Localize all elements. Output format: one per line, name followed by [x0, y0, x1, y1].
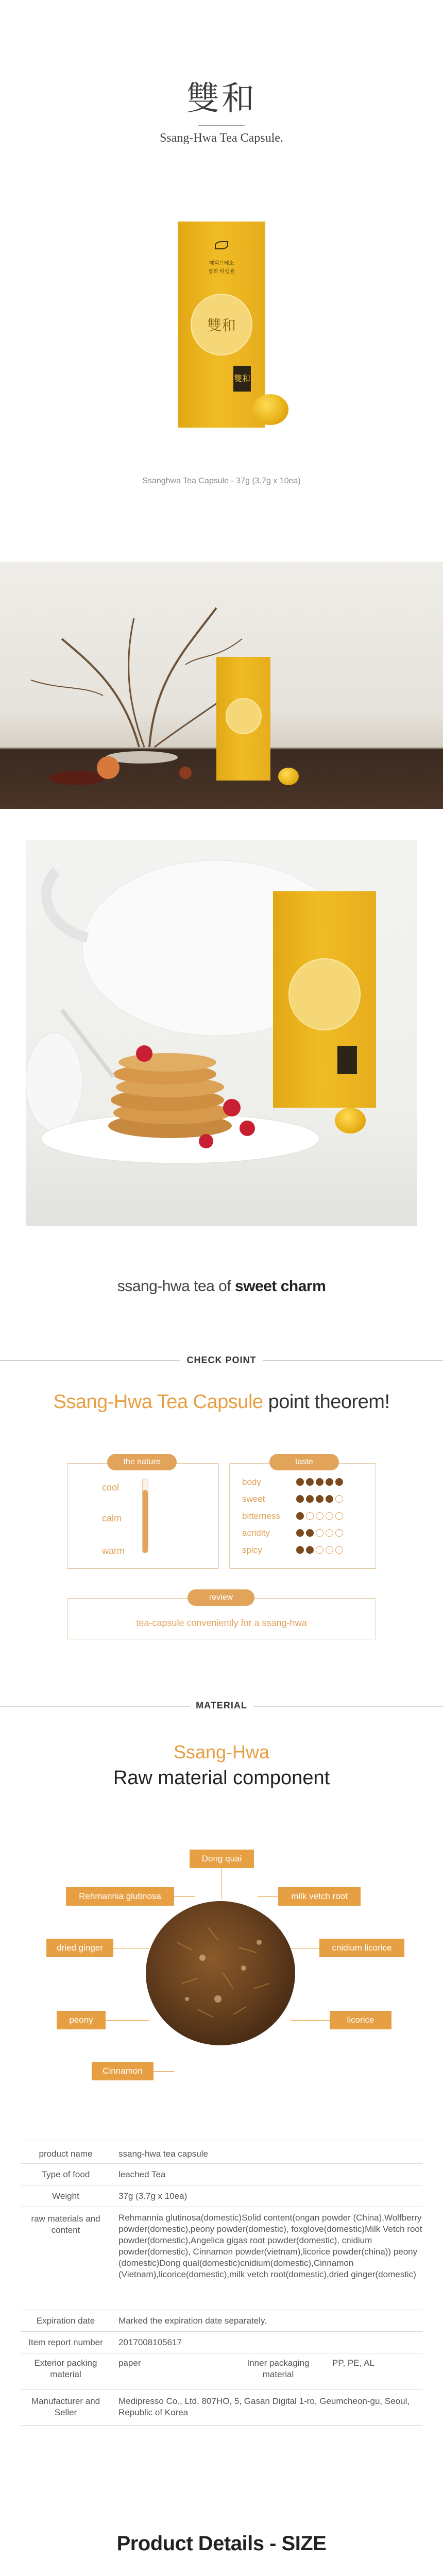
box-seal-text: 雙和 — [207, 317, 236, 334]
info-value: Marked the expiration date separately. — [118, 2316, 267, 2326]
review-label: review — [188, 1589, 254, 1606]
tea-leaves-texture — [146, 1901, 295, 2045]
info-row-food-type — [21, 2164, 422, 2185]
info-row-report-number — [21, 2332, 422, 2353]
taste-row-label: body — [242, 1477, 261, 1487]
rating-dot-filled — [326, 1478, 333, 1486]
rating-dot-filled — [306, 1495, 314, 1503]
material-subtitle: Raw material component — [113, 1767, 330, 1789]
box-emblem-small — [226, 698, 262, 734]
product-box-image — [178, 222, 265, 428]
info-value: paper — [118, 2358, 141, 2368]
checkpoint-title-gold: Ssang-Hwa Tea Capsule — [53, 1391, 263, 1413]
rating-dot-filled — [296, 1512, 304, 1520]
lifestyle-capsule-1 — [278, 768, 299, 785]
rating-dot-empty — [335, 1512, 343, 1520]
checkpoint-title-gold-wrap — [53, 1391, 263, 1413]
product-details-title: Product Details - SIZE — [116, 2532, 327, 2555]
taste-rating-dots — [296, 1529, 345, 1539]
lifestyle-box-1 — [216, 657, 270, 781]
taste-row-label: bitterness — [242, 1511, 280, 1521]
rating-dot-filled — [296, 1529, 304, 1537]
charm-highlight-wrap — [235, 1278, 326, 1295]
info-key: product name — [39, 2149, 93, 2159]
rating-dot-empty — [335, 1495, 343, 1503]
info-key: Type of food — [41, 2170, 90, 2179]
nature-level-cool: cool — [102, 1482, 120, 1493]
charm-highlight: sweet charm — [235, 1278, 326, 1295]
box-emblem-medium — [288, 958, 361, 1030]
material-section-label: MATERIAL — [190, 1700, 253, 1710]
charm-tagline — [0, 1278, 443, 1295]
tag-dried-ginger: dried ginger — [46, 1939, 113, 1957]
box-product-text: 쌍화 티캡슐 — [208, 269, 235, 275]
info-key-secondary: Inner packaging material — [247, 2358, 310, 2379]
rating-dot-empty — [335, 1529, 343, 1537]
box-label: 雙和 — [233, 366, 251, 392]
lifestyle-photo-branches — [0, 562, 443, 809]
info-key: Item report number — [28, 2337, 103, 2347]
material-title: Ssang-Hwa — [173, 1741, 270, 1762]
tag-licorice: licorice — [330, 2011, 391, 2029]
leader-licorice — [291, 2020, 330, 2021]
nature-level-calm: calm — [102, 1513, 122, 1523]
taste-rating-dots — [296, 1546, 345, 1556]
info-value: ssang-hwa tea capsule — [118, 2149, 208, 2159]
material-header — [0, 1700, 443, 1711]
info-key: Expiration date — [36, 2316, 95, 2326]
rating-dot-filled — [326, 1495, 333, 1503]
info-value-secondary: PP, PE, AL — [332, 2358, 374, 2368]
nature-thermometer-fill — [143, 1490, 148, 1553]
info-row-raw-materials — [21, 2207, 422, 2310]
rating-dot-empty — [326, 1512, 333, 1520]
capsule-image — [252, 394, 288, 425]
taste-row-label: spicy — [242, 1545, 262, 1555]
info-row-expiration — [21, 2310, 422, 2332]
rating-dot-filled — [316, 1478, 323, 1486]
info-row-packing — [21, 2353, 422, 2389]
taste-row-label: acridity — [242, 1528, 270, 1538]
rating-dot-empty — [316, 1546, 323, 1554]
taste-row-bitterness — [242, 1510, 371, 1522]
tag-peony: peony — [57, 2011, 106, 2029]
tag-rehmannia: Rehmannia glutinosa — [66, 1887, 174, 1906]
taste-row-label: sweet — [242, 1494, 265, 1504]
leaf-logo-icon — [215, 241, 228, 249]
hero-divider — [198, 125, 245, 126]
info-value: leached Tea — [118, 2170, 166, 2179]
leader-peony — [106, 2020, 149, 2021]
checkpoint-header — [0, 1355, 443, 1366]
lifestyle-photo-pancakes — [26, 840, 417, 1226]
info-value: Medipresso Co., Ltd. 807HO, 5, Gasan Digital 1-ro, Geumcheon-gu, Seoul, Republic of Korea — [118, 2396, 410, 2417]
tag-cinnamon: Cinnamon — [92, 2062, 154, 2080]
tag-milk-vetch: milk vetch root — [278, 1887, 361, 1906]
box-emblem — [191, 294, 252, 355]
hero-subtitle: Ssang-Hwa Tea Capsule. — [160, 131, 283, 145]
checkpoint-title — [0, 1391, 443, 1413]
taste-row-spicy — [242, 1544, 371, 1556]
charm-prefix: ssang-hwa tea of — [117, 1278, 235, 1295]
rating-dot-filled — [306, 1546, 314, 1554]
checkpoint-section-label: CHECK POINT — [180, 1355, 262, 1365]
info-key: Manufacturer and Seller — [31, 2396, 100, 2417]
info-row-product-name — [21, 2143, 422, 2164]
info-value: Rehmannia glutinosa(domestic)Solid content(ongan powder (China),Wolfberry powder(domestic),peony powder(domestic), foxglove(domestic)Milk Vetch root powder(domestic),Angelica gigas root powder(domestic), cnidium powder(domestic), Cinnamon powder(vietnam),licorice powder(china)) peony (domestic)Dong qual(domestic)cnidium(domestic),Cinnamon (Vietnam),licorice(domestic),milk vetch root(domestic),dried ginger(domestic) — [118, 2213, 422, 2279]
box-label-2 — [337, 1046, 357, 1074]
nature-thermometer — [142, 1479, 148, 1553]
package-caption: Ssanghwa Tea Capsule - 37g (3.7g x 10ea) — [142, 477, 301, 485]
leader-cinnamon — [154, 2071, 174, 2072]
rating-dot-filled — [306, 1478, 314, 1486]
tag-dong-quai: Dong quai — [190, 1850, 254, 1868]
rating-dot-empty — [326, 1546, 333, 1554]
leader-milk-vetch — [258, 1896, 278, 1897]
info-value: 37g (3.7g x 10ea) — [118, 2191, 188, 2201]
rating-dot-empty — [335, 1546, 343, 1554]
info-key: raw materials and content — [31, 2214, 100, 2235]
info-key: Weight — [52, 2191, 79, 2201]
taste-row-sweet — [242, 1493, 371, 1505]
nature-level-warm: warm — [102, 1546, 125, 1556]
info-row-manufacturer — [21, 2389, 422, 2426]
rating-dot-filled — [296, 1478, 304, 1486]
review-text: tea-capsule conveniently for a ssang-hwa — [136, 1618, 307, 1628]
leader-rehmannia — [174, 1896, 195, 1897]
rating-dot-empty — [316, 1529, 323, 1537]
taste-label: taste — [269, 1454, 339, 1470]
rating-dot-filled — [306, 1529, 314, 1537]
tag-cnidium: cnidium licorice — [319, 1939, 404, 1957]
tea-leaves-image — [146, 1901, 295, 2045]
lifestyle-box-2 — [273, 891, 376, 1108]
taste-row-acridity — [242, 1527, 371, 1539]
rating-dot-filled — [316, 1495, 323, 1503]
hero-title: 雙和 — [186, 80, 257, 118]
rating-dot-empty — [326, 1529, 333, 1537]
rating-dot-filled — [296, 1495, 304, 1503]
taste-row-body — [242, 1476, 371, 1488]
taste-rating-dots — [296, 1495, 345, 1505]
taste-rating-dots — [296, 1512, 345, 1522]
info-value: 2017008105617 — [118, 2337, 182, 2347]
rating-dot-filled — [335, 1478, 343, 1486]
checkpoint-title-rest: point theorem! — [263, 1391, 390, 1413]
lifestyle-capsule-2 — [335, 1108, 366, 1133]
rating-dot-empty — [316, 1512, 323, 1520]
info-row-weight — [21, 2185, 422, 2207]
rating-dot-empty — [306, 1512, 314, 1520]
box-brand-text: 메디프레소 — [209, 261, 234, 266]
rating-dot-filled — [296, 1546, 304, 1554]
nature-label: the nature — [107, 1454, 177, 1470]
info-key: Exterior packing material — [34, 2358, 97, 2379]
taste-rating-dots — [296, 1478, 345, 1488]
